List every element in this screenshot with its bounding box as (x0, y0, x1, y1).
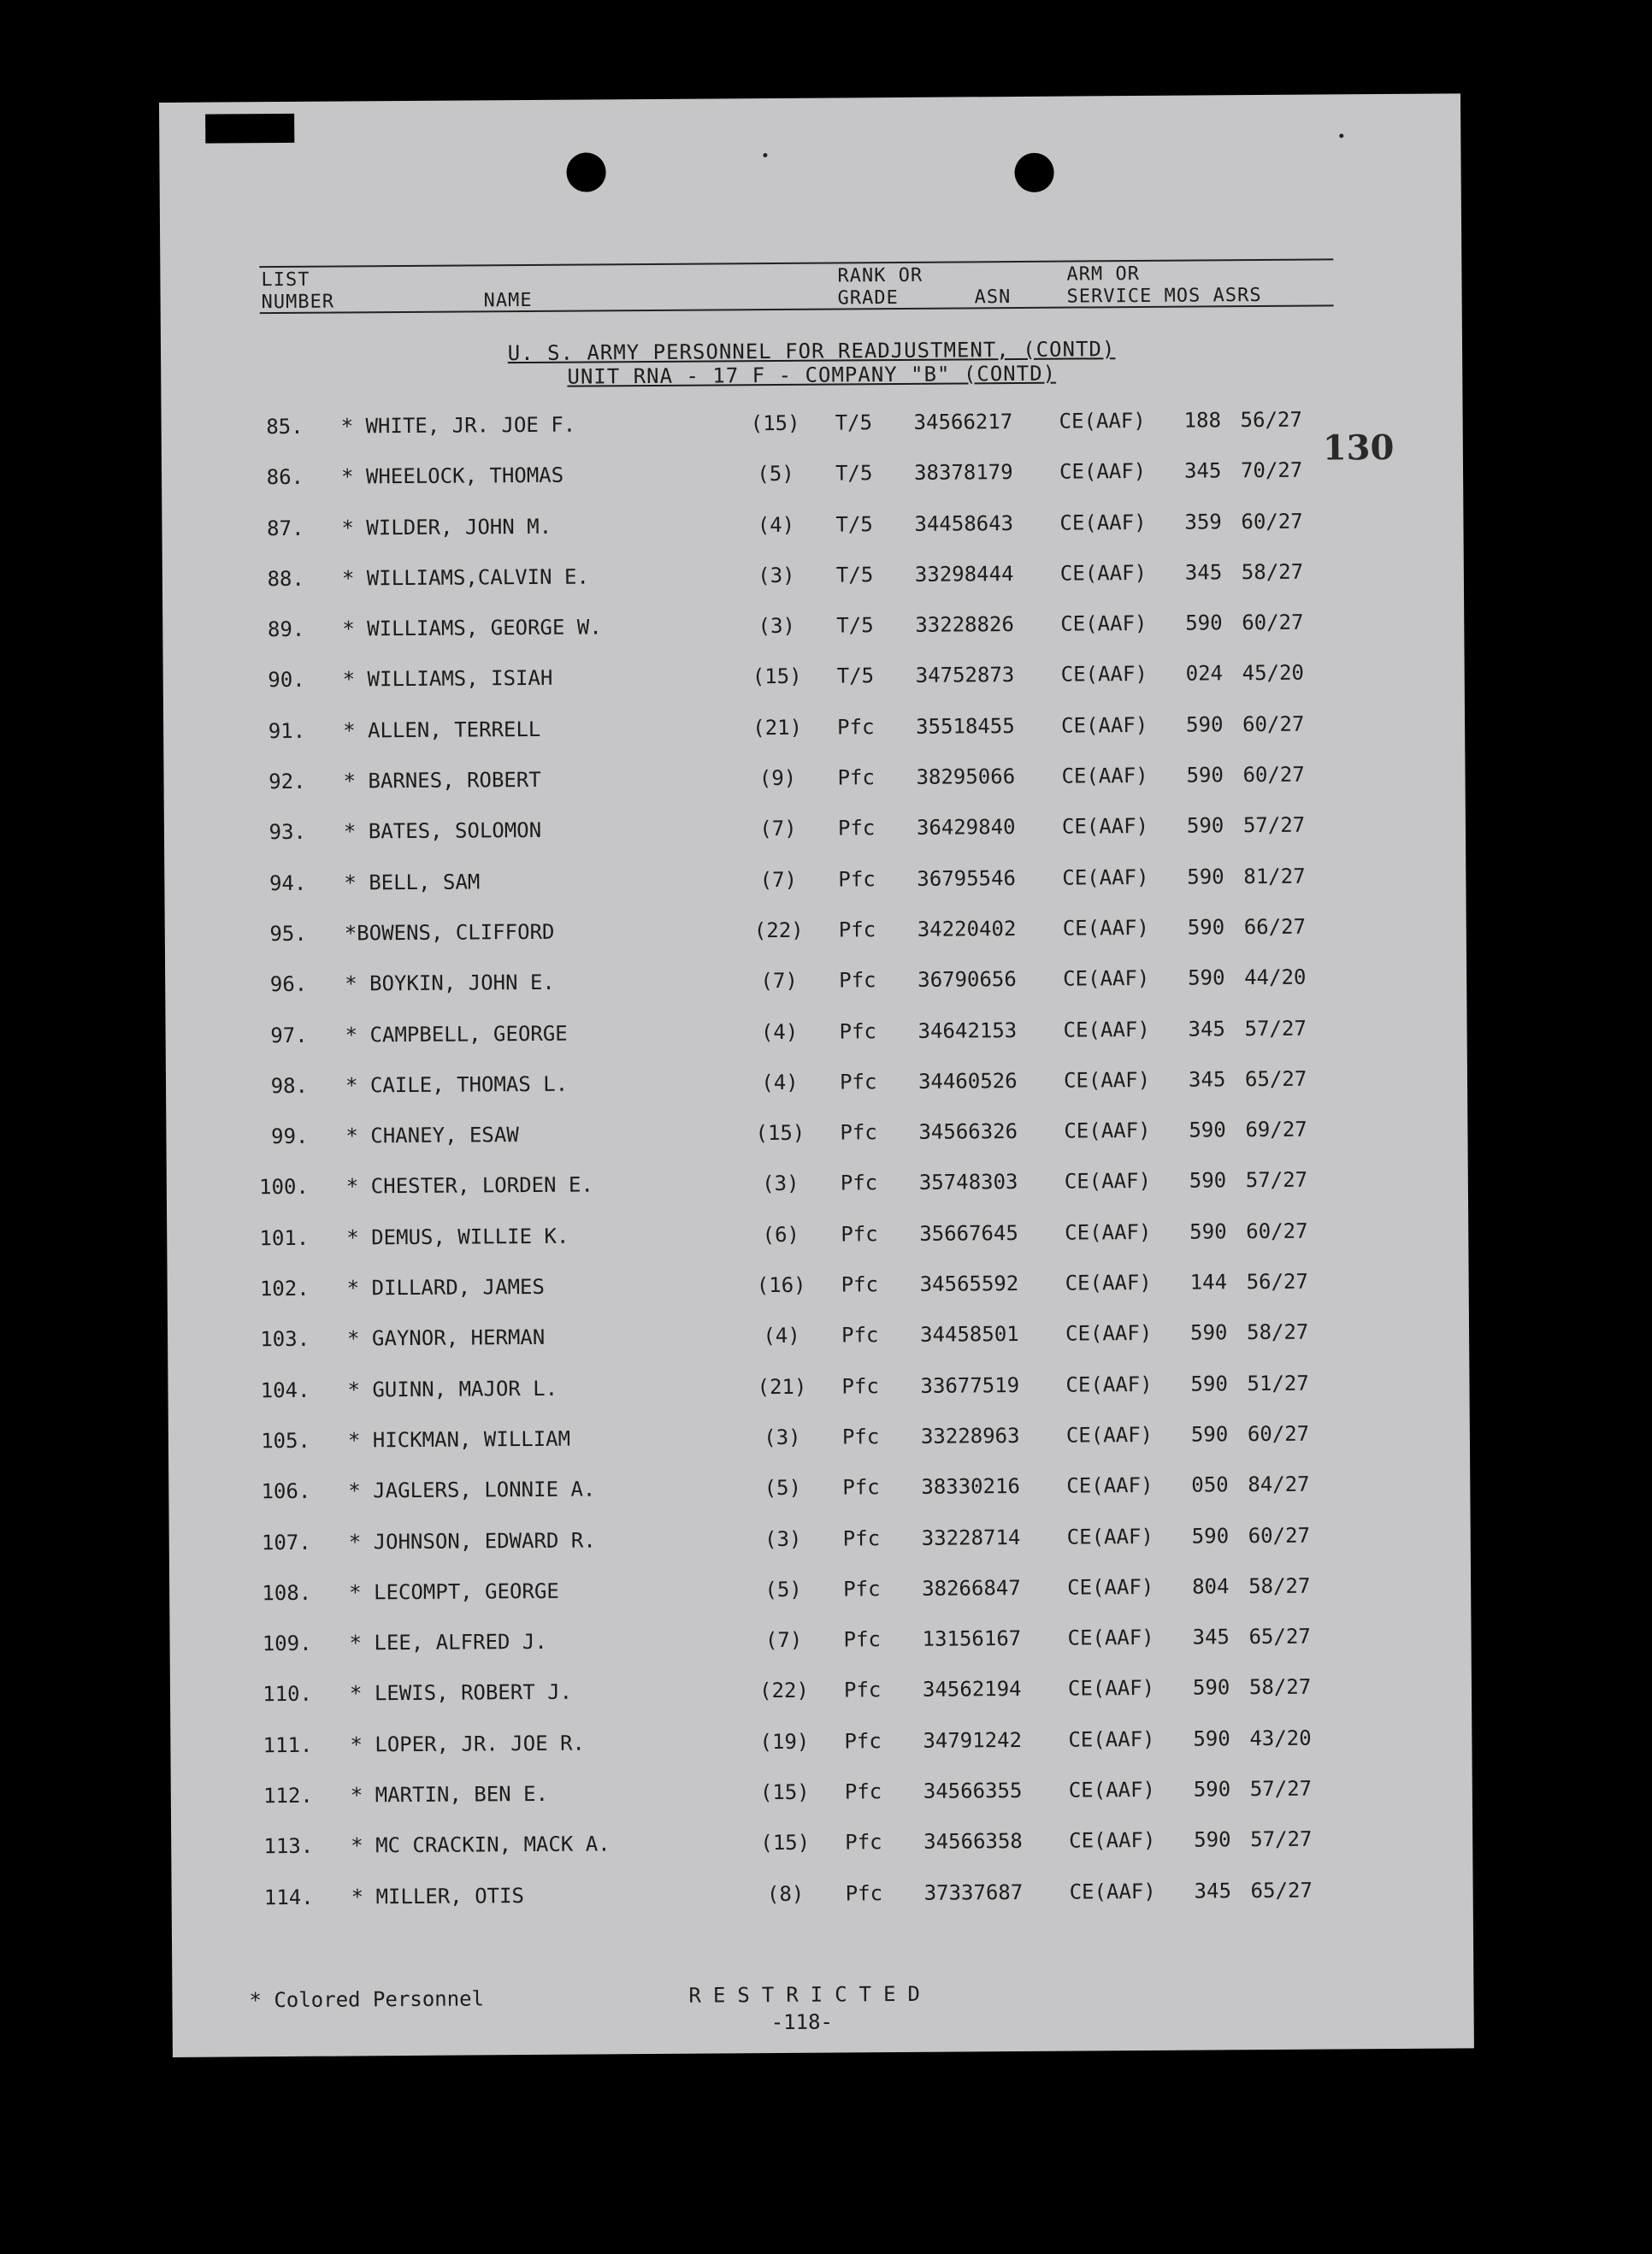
list-row (171, 1826, 1472, 1886)
row-count: (22) (758, 1679, 809, 1703)
row-asrs: 51/27 (1247, 1371, 1309, 1395)
row-arm: CE(AAF) (1066, 1473, 1153, 1498)
row-count: (9) (758, 765, 797, 791)
row-asrs: 58/27 (1248, 1675, 1312, 1700)
row-arm: CE(AAF) (1068, 1777, 1156, 1803)
row-rank: Pfc (840, 1120, 877, 1145)
row-mos: 590 (1189, 1168, 1227, 1194)
list-row (166, 1015, 1467, 1075)
row-rank: Pfc (837, 765, 875, 790)
row-rank: Pfc (841, 1272, 879, 1297)
row-name: * DEMUS, WILLIE K. (346, 1224, 569, 1250)
dust-speck (763, 153, 767, 157)
row-arm: CE(AAF) (1061, 814, 1149, 840)
row-asrs: 65/27 (1244, 1066, 1307, 1092)
row-asn: 34791242 (923, 1727, 1023, 1753)
row-rank: Pfc (843, 1678, 882, 1702)
row-num: 111. (263, 1732, 313, 1757)
row-asn: 38330216 (921, 1474, 1021, 1500)
row-arm: CE(AAF) (1069, 1828, 1156, 1853)
row-num: 104. (260, 1378, 310, 1402)
page-number: -118- (770, 2009, 834, 2035)
row-asrs: 57/27 (1245, 1168, 1308, 1193)
row-asrs: 56/27 (1246, 1269, 1309, 1295)
row-mos: 590 (1185, 611, 1223, 635)
row-mos: 024 (1185, 661, 1224, 687)
row-asn: 33228826 (915, 612, 1014, 638)
row-num: 109. (262, 1631, 312, 1656)
row-count: (15) (750, 410, 800, 436)
row-rank: Pfc (837, 714, 875, 740)
row-num: 112. (263, 1783, 313, 1809)
row-mos: 345 (1188, 1067, 1226, 1092)
row-asrs: 81/27 (1243, 864, 1306, 888)
row-mos: 144 (1189, 1270, 1228, 1295)
row-asrs: 45/20 (1242, 661, 1305, 686)
row-num: 85. (266, 414, 304, 440)
list-row (169, 1572, 1471, 1632)
row-asn: 13156167 (922, 1626, 1022, 1651)
row-arm: CE(AAF) (1067, 1574, 1154, 1600)
row-count: (7) (759, 867, 798, 892)
row-arm: CE(AAF) (1064, 1118, 1151, 1143)
row-asn: 33228963 (920, 1423, 1020, 1449)
row-arm: CE(AAF) (1063, 1067, 1151, 1093)
row-asn: 34566326 (918, 1119, 1018, 1144)
row-arm: CE(AAF) (1068, 1726, 1155, 1752)
row-mos: 345 (1184, 560, 1223, 585)
row-asrs: 84/27 (1248, 1472, 1310, 1497)
list-row (162, 457, 1463, 517)
dark-tab-mark (205, 114, 294, 144)
row-arm: CE(AAF) (1067, 1676, 1155, 1702)
row-asn: 34642153 (917, 1018, 1018, 1043)
row-rank: T/5 (836, 613, 874, 638)
row-num: 107. (261, 1530, 311, 1555)
row-rank: Pfc (839, 968, 876, 993)
row-count: (5) (764, 1577, 802, 1602)
row-count: (15) (760, 1831, 811, 1856)
row-name: * GUINN, MAJOR L. (347, 1376, 558, 1402)
row-asrs: 60/27 (1241, 509, 1303, 534)
list-row (166, 1117, 1467, 1177)
row-asn: 34220402 (917, 916, 1017, 941)
row-asrs: 60/27 (1242, 762, 1305, 788)
row-rank: Pfc (845, 1830, 882, 1855)
row-name: * HICKMAN, WILLIAM (347, 1426, 571, 1453)
row-asrs: 58/27 (1248, 1573, 1311, 1598)
row-num: 88. (267, 566, 304, 592)
row-name: * WHITE, JR. JOE F. (340, 412, 576, 439)
row-asn: 34460526 (917, 1068, 1018, 1094)
row-asn: 33677519 (920, 1372, 1020, 1398)
list-row (162, 558, 1464, 618)
list-row (170, 1725, 1472, 1785)
row-mos: 188 (1183, 408, 1222, 433)
row-count: (5) (764, 1476, 802, 1501)
row-arm: CE(AAF) (1059, 408, 1146, 434)
row-asn: 34566355 (923, 1779, 1023, 1803)
list-row (172, 1877, 1473, 1937)
document-subtitle: UNIT RNA - 17 F - COMPANY "B" (CONTD) (567, 361, 1057, 389)
row-asn: 35748303 (918, 1170, 1018, 1195)
row-asrs: 65/27 (1248, 1624, 1311, 1649)
row-asn: 38295066 (916, 764, 1016, 789)
row-count: (7) (764, 1627, 803, 1653)
row-asrs: 60/27 (1242, 610, 1304, 635)
row-rank: Pfc (842, 1475, 880, 1500)
row-asn: 38378179 (913, 460, 1013, 486)
row-arm: CE(AAF) (1060, 662, 1148, 687)
row-name: * MILLER, OTIS (351, 1883, 525, 1909)
row-count: (15) (759, 1779, 810, 1805)
row-asn: 38266847 (922, 1575, 1021, 1601)
row-name: * MC CRACKIN, MACK A. (351, 1832, 611, 1858)
list-row (168, 1472, 1470, 1531)
row-name: * DILLARD, JAMES (346, 1274, 545, 1301)
row-num: 110. (263, 1682, 313, 1707)
row-asrs: 65/27 (1250, 1878, 1313, 1903)
row-mos: 590 (1194, 1827, 1231, 1852)
row-count: (3) (764, 1526, 802, 1551)
row-asn: 37337687 (923, 1879, 1024, 1905)
row-count: (3) (764, 1425, 801, 1450)
row-count: (4) (761, 1070, 799, 1095)
list-row (162, 610, 1464, 670)
list-row (167, 1218, 1468, 1277)
row-rank: Pfc (841, 1373, 879, 1399)
row-rank: T/5 (835, 410, 873, 435)
row-asn: 35518455 (916, 713, 1015, 739)
row-mos: 590 (1190, 1371, 1228, 1396)
row-arm: CE(AAF) (1059, 459, 1147, 484)
row-asn: 34562194 (922, 1677, 1022, 1702)
row-arm: CE(AAF) (1065, 1321, 1153, 1346)
row-mos: 590 (1190, 1422, 1229, 1447)
row-asrs: 44/20 (1244, 965, 1307, 990)
row-rank: Pfc (837, 816, 876, 841)
row-mos: 590 (1187, 915, 1225, 940)
row-arm: CE(AAF) (1065, 1422, 1153, 1448)
list-row (168, 1370, 1469, 1430)
row-name: * CHESTER, LORDEN E. (345, 1172, 593, 1199)
list-row (163, 711, 1465, 770)
row-mos: 590 (1186, 712, 1224, 737)
row-mos: 590 (1188, 965, 1225, 990)
row-rank: T/5 (836, 664, 875, 688)
row-name: * JAGLERS, LONNIE A. (348, 1477, 596, 1503)
row-asn: 34565592 (919, 1272, 1019, 1296)
list-row (168, 1420, 1470, 1480)
list-row (165, 913, 1466, 973)
row-name: * GAYNOR, HERMAN (347, 1325, 546, 1351)
row-arm: CE(AAF) (1061, 712, 1148, 738)
row-rank: Pfc (842, 1525, 881, 1550)
row-count: (3) (762, 1171, 799, 1196)
row-arm: CE(AAF) (1062, 864, 1149, 890)
row-mos: 590 (1189, 1320, 1228, 1345)
row-asrs: 57/27 (1244, 1016, 1307, 1041)
row-arm: CE(AAF) (1059, 510, 1147, 535)
row-asn: 34566358 (923, 1829, 1023, 1855)
list-row (170, 1674, 1472, 1734)
row-num: 98. (270, 1073, 309, 1098)
row-asrs: 57/27 (1250, 1826, 1313, 1852)
row-mos: 804 (1192, 1574, 1230, 1599)
row-num: 105. (261, 1428, 311, 1454)
row-mos: 590 (1186, 763, 1224, 788)
document-title: U. S. ARMY PERSONNEL FOR READJUSTMENT, (CONTD) (507, 337, 1116, 366)
row-asrs: 66/27 (1243, 914, 1307, 940)
row-asn: 34458643 (914, 510, 1014, 536)
row-name: * LEE, ALFRED J. (349, 1630, 547, 1655)
list-row (162, 406, 1463, 466)
row-num: 94. (268, 870, 307, 895)
punch-hole (1014, 153, 1053, 192)
row-rank: Pfc (841, 1425, 880, 1449)
row-asn: 33298444 (914, 561, 1014, 587)
row-num: 106. (261, 1479, 311, 1504)
row-rank: Pfc (843, 1576, 881, 1602)
row-rank: T/5 (835, 511, 873, 537)
row-rank: Pfc (841, 1323, 879, 1348)
row-rank: Pfc (841, 1221, 878, 1247)
row-num: 100. (258, 1175, 309, 1200)
row-mos: 359 (1184, 509, 1222, 534)
row-count: (7) (760, 969, 798, 994)
row-name: * BARNES, ROBERT (343, 767, 541, 794)
row-mos: 590 (1192, 1675, 1230, 1701)
row-arm: CE(AAF) (1066, 1524, 1153, 1549)
row-num: 97. (270, 1023, 308, 1047)
row-asrs: 58/27 (1246, 1319, 1309, 1345)
row-num: 99. (270, 1124, 309, 1149)
row-asn: 33228714 (921, 1525, 1021, 1550)
row-name: * CHANEY, ESAW (345, 1123, 519, 1148)
row-rank: Pfc (840, 1171, 878, 1195)
list-row (169, 1623, 1471, 1683)
header-name: NAME (483, 289, 533, 312)
row-num: 102. (259, 1276, 310, 1301)
row-name: * BOYKIN, JOHN E. (345, 971, 555, 996)
row-name: * MARTIN, BEN E. (350, 1781, 549, 1808)
row-name: * WILDER, JOHN M. (341, 514, 552, 540)
list-row (168, 1268, 1469, 1328)
row-num: 101. (259, 1225, 310, 1250)
list-row (169, 1522, 1471, 1582)
row-rank: Pfc (844, 1779, 882, 1804)
list-row (164, 863, 1466, 923)
row-mos: 590 (1186, 813, 1224, 839)
row-count: (21) (757, 1374, 807, 1399)
header-rank: RANK OR GRADE (837, 264, 923, 310)
row-arm: CE(AAF) (1064, 1169, 1152, 1195)
row-asn: 35667645 (919, 1220, 1018, 1246)
row-num: 103. (260, 1327, 310, 1352)
row-asrs: 70/27 (1240, 457, 1303, 483)
row-asrs: 56/27 (1240, 407, 1302, 433)
row-asrs: 60/27 (1242, 711, 1305, 736)
row-count: (4) (760, 1019, 799, 1044)
row-asrs: 43/20 (1249, 1726, 1312, 1750)
row-asn: 36790656 (917, 967, 1017, 993)
row-asn: 34458501 (919, 1322, 1019, 1348)
list-row (163, 660, 1465, 720)
punch-hole (566, 152, 605, 192)
row-num: 89. (267, 617, 305, 642)
row-count: (8) (766, 1881, 805, 1906)
row-arm: CE(AAF) (1067, 1626, 1154, 1650)
classification-marking: RESTRICTED (688, 1981, 933, 2008)
row-arm: CE(AAF) (1061, 764, 1148, 788)
row-asn: 36795546 (917, 865, 1017, 891)
row-count: (15) (755, 1120, 805, 1146)
row-count: (4) (757, 512, 795, 537)
row-arm: CE(AAF) (1060, 611, 1148, 636)
row-count: (22) (753, 918, 804, 943)
row-num: 92. (268, 769, 306, 794)
row-num: 86. (266, 465, 304, 490)
row-name: * WILLIAMS,CALVIN E. (341, 564, 589, 591)
row-rank: T/5 (835, 563, 874, 587)
row-name: * CAMPBELL, GEORGE (345, 1021, 568, 1047)
row-arm: CE(AAF) (1063, 1017, 1150, 1042)
list-row (166, 1065, 1467, 1125)
row-name: *BOWENS, CLIFFORD (344, 919, 555, 946)
row-name: * LOPER, JR. JOE R. (350, 1731, 586, 1757)
row-name: * BELL, SAM (344, 870, 481, 895)
row-arm: CE(AAF) (1063, 966, 1150, 991)
row-name: * CAILE, THOMAS L. (345, 1071, 569, 1098)
header-arm-service: ARM OR SERVICE MOS ASRS (1066, 263, 1262, 308)
row-count: (6) (762, 1222, 800, 1247)
row-rank: T/5 (835, 461, 873, 486)
row-mos: 345 (1194, 1878, 1232, 1903)
row-asrs: 57/27 (1249, 1776, 1313, 1802)
dust-speck (1339, 133, 1343, 138)
row-count: (3) (758, 614, 796, 639)
row-rank: Pfc (839, 1018, 877, 1044)
row-rank: Pfc (845, 1880, 883, 1906)
row-num: 90. (268, 668, 305, 693)
row-num: 87. (267, 516, 304, 540)
row-rank: Pfc (844, 1728, 882, 1754)
row-asrs: 60/27 (1247, 1421, 1310, 1447)
header-asn: ASN (974, 286, 1012, 309)
row-asrs: 60/27 (1246, 1218, 1308, 1243)
row-name: * JOHNSON, EDWARD R. (348, 1528, 596, 1555)
row-arm: CE(AAF) (1065, 1372, 1153, 1397)
footnote: * Colored Personnel (249, 1986, 485, 2013)
row-rank: Pfc (838, 918, 876, 942)
row-mos: 590 (1187, 864, 1224, 889)
row-asrs: 57/27 (1242, 813, 1306, 838)
row-arm: CE(AAF) (1065, 1219, 1152, 1245)
row-arm: CE(AAF) (1065, 1270, 1152, 1295)
row-name: * WILLIAMS, GEORGE W. (342, 615, 602, 641)
list-row (165, 965, 1466, 1024)
row-arm: CE(AAF) (1062, 915, 1150, 941)
row-arm: CE(AAF) (1059, 560, 1148, 586)
row-name: * WHEELOCK, THOMAS (340, 463, 564, 489)
row-mos: 345 (1192, 1625, 1230, 1649)
row-num: 96. (269, 972, 308, 997)
row-num: 95. (269, 921, 307, 947)
personnel-list (162, 406, 1473, 1936)
row-asrs: 58/27 (1241, 559, 1304, 585)
row-rank: Pfc (843, 1627, 882, 1652)
list-row (167, 1167, 1468, 1227)
row-num: 93. (268, 820, 307, 845)
document-page (159, 93, 1474, 2057)
row-mos: 590 (1193, 1726, 1230, 1751)
row-name: * BATES, SOLOMON (343, 818, 542, 844)
row-mos: 590 (1193, 1777, 1231, 1802)
row-name: * LECOMPT, GEORGE (349, 1578, 559, 1605)
row-asrs: 60/27 (1248, 1523, 1311, 1548)
row-asn: 36429840 (916, 815, 1016, 841)
row-mos: 590 (1191, 1523, 1230, 1549)
list-row (162, 508, 1463, 568)
row-name: * LEWIS, ROBERT J. (349, 1680, 573, 1706)
row-asn: 34566217 (913, 410, 1013, 434)
row-asrs: 69/27 (1245, 1117, 1307, 1142)
header-list-number: LIST NUMBER (261, 268, 335, 314)
list-row (171, 1775, 1472, 1835)
row-mos: 590 (1189, 1118, 1226, 1142)
row-num: 114. (263, 1885, 314, 1909)
row-count: (21) (752, 715, 803, 740)
list-row (163, 761, 1465, 821)
row-num: 113. (263, 1834, 314, 1859)
page-stamp-number: 130 (1322, 427, 1395, 469)
row-count: (4) (763, 1324, 800, 1348)
row-count: (15) (752, 664, 802, 689)
row-rank: Pfc (838, 866, 876, 892)
row-name: * WILLIAMS, ISIAH (342, 666, 553, 693)
row-mos: 345 (1188, 1016, 1226, 1041)
row-count: (5) (757, 462, 794, 487)
row-rank: Pfc (839, 1070, 877, 1095)
row-num: 108. (262, 1580, 312, 1606)
row-asn: 34752873 (915, 663, 1015, 688)
row-mos: 590 (1189, 1219, 1227, 1244)
row-name: * ALLEN, TERRELL (343, 717, 541, 743)
row-mos: 345 (1183, 458, 1222, 483)
row-count: (19) (759, 1729, 810, 1754)
list-row (164, 812, 1466, 872)
row-count: (3) (758, 563, 795, 588)
row-mos: 050 (1191, 1472, 1229, 1497)
row-count: (16) (756, 1272, 806, 1298)
row-count: (7) (759, 817, 797, 841)
row-num: 91. (268, 718, 306, 743)
row-arm: CE(AAF) (1069, 1879, 1156, 1904)
list-row (168, 1319, 1469, 1379)
